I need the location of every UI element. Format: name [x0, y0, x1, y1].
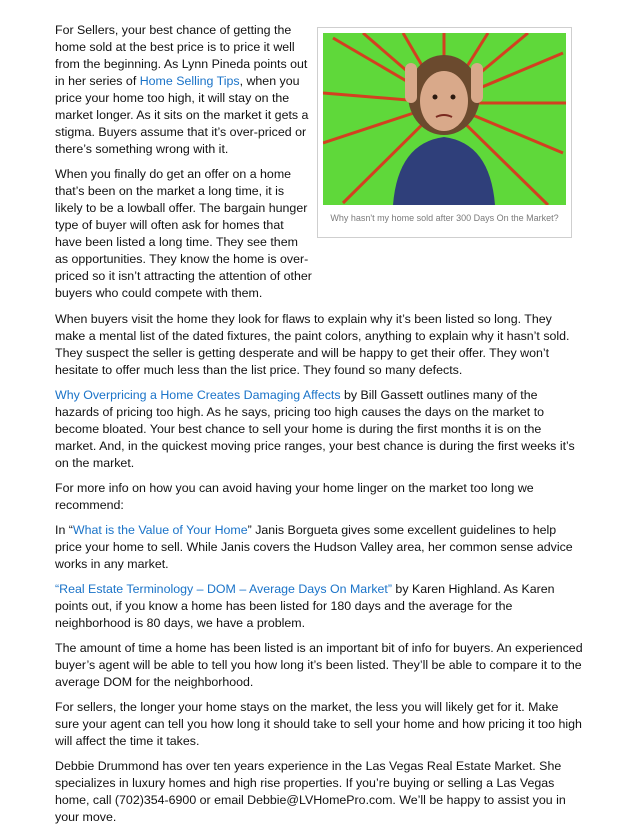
paragraph-dom-terminology: [55, 581, 585, 632]
figure-caption: Why hasn't my home sold after 300 Days On the Market?: [330, 213, 559, 223]
p2-text: When you finally do get an offer on a home that’s been on the market a long time, it is likely to be a lowball offer. The bargain hunger type of buyer will often ask for homes that have been listed a long time. They see them as opportunities. They know the home is over-priced so it isn’t attracting the attention of other buyers who could compete with them.: [55, 167, 312, 300]
paragraph-buyer-agent: The amount of time a home has been listed is an important bit of info for buyers. An experienced buyer’s agent will be able to tell you how long it’s been listed. They’ll be able to compare it to the average DOM for the neighborhood.: [55, 641, 583, 689]
paragraph-lowball-offers: [55, 166, 585, 302]
paragraph-seller-advice: For sellers, the longer your home stays on the market, the less you will likely get for it. Make sure your agent can tell you how long it should take to sell your home and how pricing it too high will affect the time it takes.: [55, 700, 582, 748]
figure-float-spacer: [313, 166, 585, 271]
dom-terminology-link[interactable]: “Real Estate Terminology – DOM – Average Days On Market”: [55, 582, 392, 596]
paragraph-home-value: [55, 522, 585, 573]
p7-text: by Karen Highland. As Karen points out, if you know a home has been listed for 180 days and the average for the neighborhood is 80 days, we have a problem.: [55, 582, 555, 630]
p6-text-end: ” Janis Borgueta gives some excellent guidelines to help price your home to sell. While Janis covers the Hudson Valley area, her common sense advice works in any market.: [55, 523, 573, 571]
paragraph-author-bio: Debbie Drummond has over ten years experience in the Las Vegas Real Estate Market. She specializes in luxury homes and high rise properties. If you’re buying or selling a Las Vegas home, call (702)354-6900 or email Debbie@LVHomePro.com. We’ll be happy to assist you in your move.: [55, 759, 566, 824]
paragraph-buyer-flaws: When buyers visit the home they look for flaws to explain why it’s been listed so long. They make a mental list of the dated fixtures, the paint colors, anything to explain why it hasn’t sold. They suspect the seller is getting desperate and will be happy to get their offer. They won’t hesitate to offer much less than the list price. They found so many defects.: [55, 312, 570, 377]
home-selling-tips-link[interactable]: Home Selling Tips: [139, 74, 240, 88]
overpricing-article-link[interactable]: Why Overpricing a Home Creates Damaging Affects: [55, 388, 341, 402]
home-value-link[interactable]: What is the Value of Your Home: [72, 523, 248, 537]
paragraph-overpricing: [55, 387, 585, 472]
paragraph-recommendations: For more info on how you can avoid having your home linger on the market too long we recommend:: [55, 481, 534, 512]
article-body: [55, 22, 585, 834]
p1-text-end: , when you price your home too high, it will stay on the market longer. As it sits on the market it gets a stigma. Buyers assume that it’s over-priced or there’s something wrong with it.: [55, 74, 309, 156]
p6-text-start: In “: [55, 523, 73, 537]
p1-text-start: For Sellers, your best chance of getting the home sold at the best price is to price it well from the beginning. As Lynn Pineda points out in her series of: [55, 23, 308, 88]
p4-text: by Bill Gassett outlines many of the hazards of pricing too high. As he says, pricing too high causes the days on the market to become bloated. Your best chance to sell your home is during the first months it is on the market. And, in the quickest moving price ranges, your best chance is during the first weeks it’s on the market.: [55, 388, 575, 470]
paragraph-pricing-intro: [55, 22, 309, 158]
